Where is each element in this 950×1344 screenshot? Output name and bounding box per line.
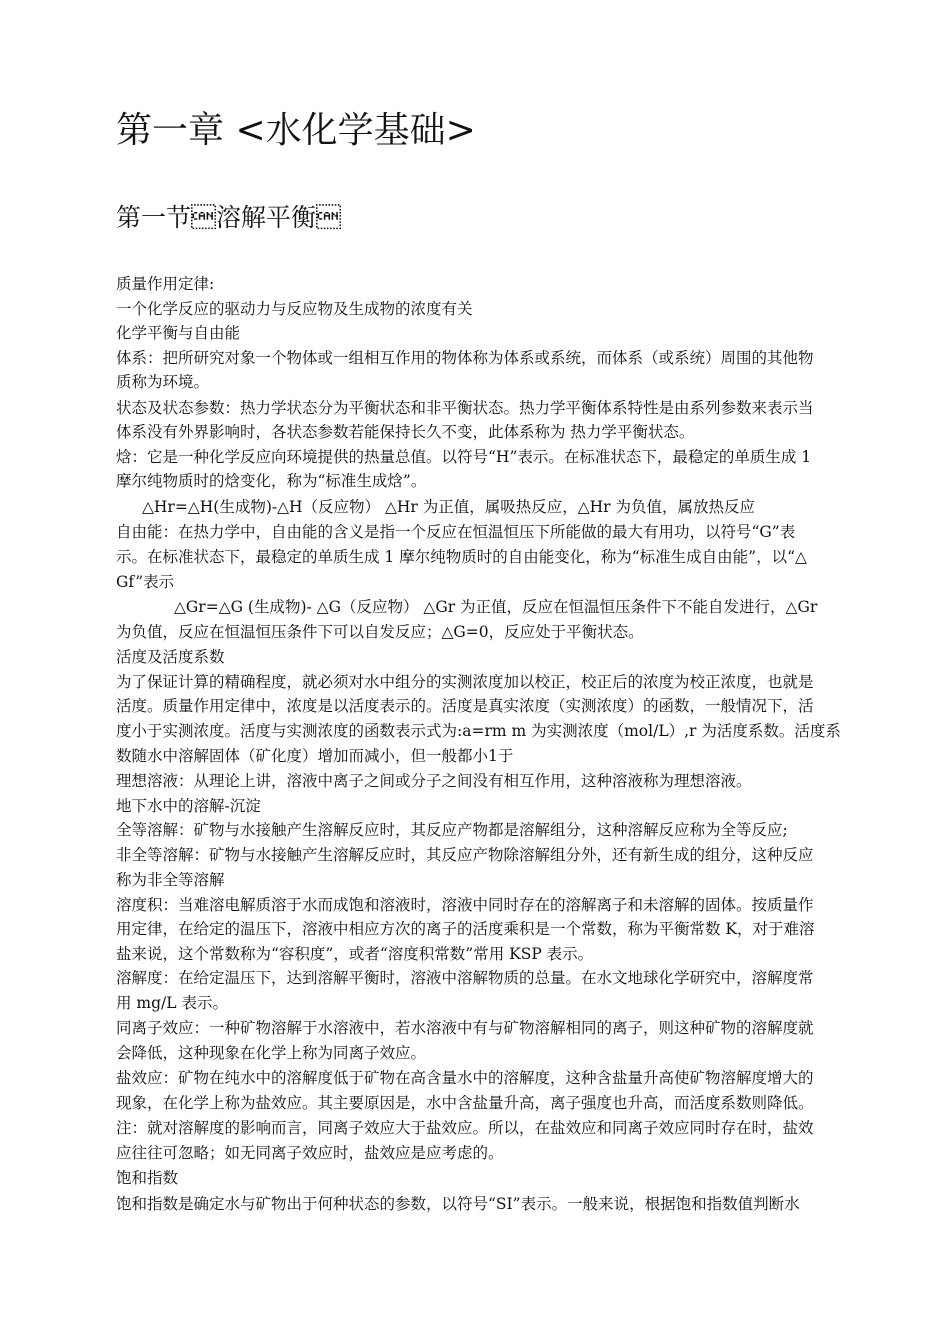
- text-line: 活度。质量作用定律中，浓度是以活度表示的。活度是真实浓度（实测浓度）的函数，一般情况下，活: [116, 697, 814, 715]
- text-line: 盐来说，这个常数称为“容积度”，或者“溶度积常数”常用 KSP 表示。: [116, 945, 594, 963]
- text-line: 用定律，在给定的温压下，溶液中相应方次的离子的活度乘积是一个常数，称为平衡常数 K，对于难溶: [116, 920, 815, 938]
- text-line: 注：就对溶解度的影响而言，同离子效应大于盐效应。所以，在盐效应和同离子效应同时存在时，盐效: [116, 1119, 814, 1137]
- text-line: 化学平衡与自由能: [116, 324, 241, 342]
- text-line: 活度及活度系数: [116, 648, 225, 666]
- text-line: 称为非全等溶解: [116, 871, 225, 889]
- text-line: 全等溶解：矿物与水接触产生溶解反应时，其反应产物都是溶解组分，这种溶解反应称为全等反应;: [116, 821, 788, 839]
- text-line: 地下水中的溶解-沉淀: [116, 797, 261, 815]
- text-line: 饱和指数: [116, 1169, 179, 1187]
- text-line: 用 mg/L 表示。: [116, 994, 228, 1012]
- text-line: 示。在标准状态下，最稳定的单质生成 1 摩尔纯物质时的自由能变化，称为“标准生成自由能”，以“△: [116, 548, 807, 566]
- text-line: 质量作用定律:: [116, 275, 215, 293]
- text-line: 现象，在化学上称为盐效应。其主要原因是，水中含盐量升高，离子强度也升高，而活度系数则降低。: [116, 1094, 814, 1112]
- text-line: 为了保证计算的精确程度，就必须对水中组分的实测浓度加以校正，校正后的浓度为校正浓度，也就是: [116, 673, 814, 691]
- text-line: 非全等溶解：矿物与水接触产生溶解反应时，其反应产物除溶解组分外，还有新生成的组分，这种反应: [116, 846, 814, 864]
- formula-line: △Hr=△H(生成物)-△H（反应物） △Hr 为正值，属吸热反应，△Hr 为负值，属放热反应: [142, 498, 756, 516]
- text-line: 体系没有外界影响时，各状态参数若能保持长久不变，此体系称为 热力学平衡状态。: [116, 423, 695, 441]
- text-line: 体系：把所研究对象一个物体或一组相互作用的物体称为体系或系统，而体系（或系统）周围的其他物: [116, 349, 814, 367]
- text-line: 数随水中溶解固体（矿化度）增加而减小，但一般都小1于: [116, 747, 514, 765]
- section-title: 第一节溶解平衡: [116, 203, 342, 232]
- text-line: 自由能：在热力学中，自由能的含义是指一个反应在恒温恒压下所能做的最大有用功，以符号“G”表: [116, 523, 796, 541]
- text-line: 摩尔纯物质时的焓变化，称为“标准生成焓”。: [116, 472, 427, 490]
- text-line: 为负值，反应在恒温恒压条件下可以自发反应；△G=0，反应处于平衡状态。: [116, 623, 644, 641]
- text-line: 应往往可忽略；如无同离子效应时，盐效应是应考虑的。: [116, 1144, 504, 1162]
- text-line: 溶度积：当难溶电解质溶于水而成饱和溶液时，溶液中同时存在的溶解离子和未溶解的固体。按质量作: [116, 896, 814, 914]
- text-line: 饱和指数是确定水与矿物出于何种状态的参数，以符号“SI”表示。一般来说，根据饱和指数值判断水: [116, 1195, 800, 1213]
- text-line: 一个化学反应的驱动力与反应物及生成物的浓度有关: [116, 300, 473, 318]
- text-line: 状态及状态参数：热力学状态分为平衡状态和非平衡状态。热力学平衡体系特性是由系列参数来表示当: [116, 399, 814, 417]
- text-line: 理想溶液：从理论上讲，溶液中离子之间或分子之间没有相互作用，这种溶液称为理想溶液。: [116, 772, 752, 790]
- formula-line: △Gr=△G (生成物)- △G（反应物） △Gr 为正值，反应在恒温恒压条件下不能自发进行，△Gr: [174, 598, 818, 616]
- text-line: Gf”表示: [116, 573, 175, 591]
- text-line: 盐效应：矿物在纯水中的溶解度低于矿物在高含量水中的溶解度，这种含盐量升高使矿物溶解度增大的: [116, 1069, 814, 1087]
- text-line: 会降低，这种现象在化学上称为同离子效应。: [116, 1044, 427, 1062]
- chapter-title: 第一章 <水化学基础>: [116, 110, 476, 151]
- text-line: 质称为环境。: [116, 373, 210, 391]
- text-line: 溶解度：在给定温压下，达到溶解平衡时，溶液中溶解物质的总量。在水文地球化学研究中，溶解度常: [116, 969, 814, 987]
- text-line: 同离子效应：一种矿物溶解于水溶液中，若水溶液中有与矿物溶解相同的离子，则这种矿物的溶解度就: [116, 1019, 814, 1037]
- text-line: 度小于实测浓度。活度与实测浓度的函数表示式为:a=rm m 为实测浓度（mol/L）,r 为活度系数。活度系: [116, 722, 841, 740]
- text-line: 焓：它是一种化学反应向环境提供的热量总值。以符号“H”表示。在标准状态下，最稳定的单质生成 1: [116, 448, 812, 466]
